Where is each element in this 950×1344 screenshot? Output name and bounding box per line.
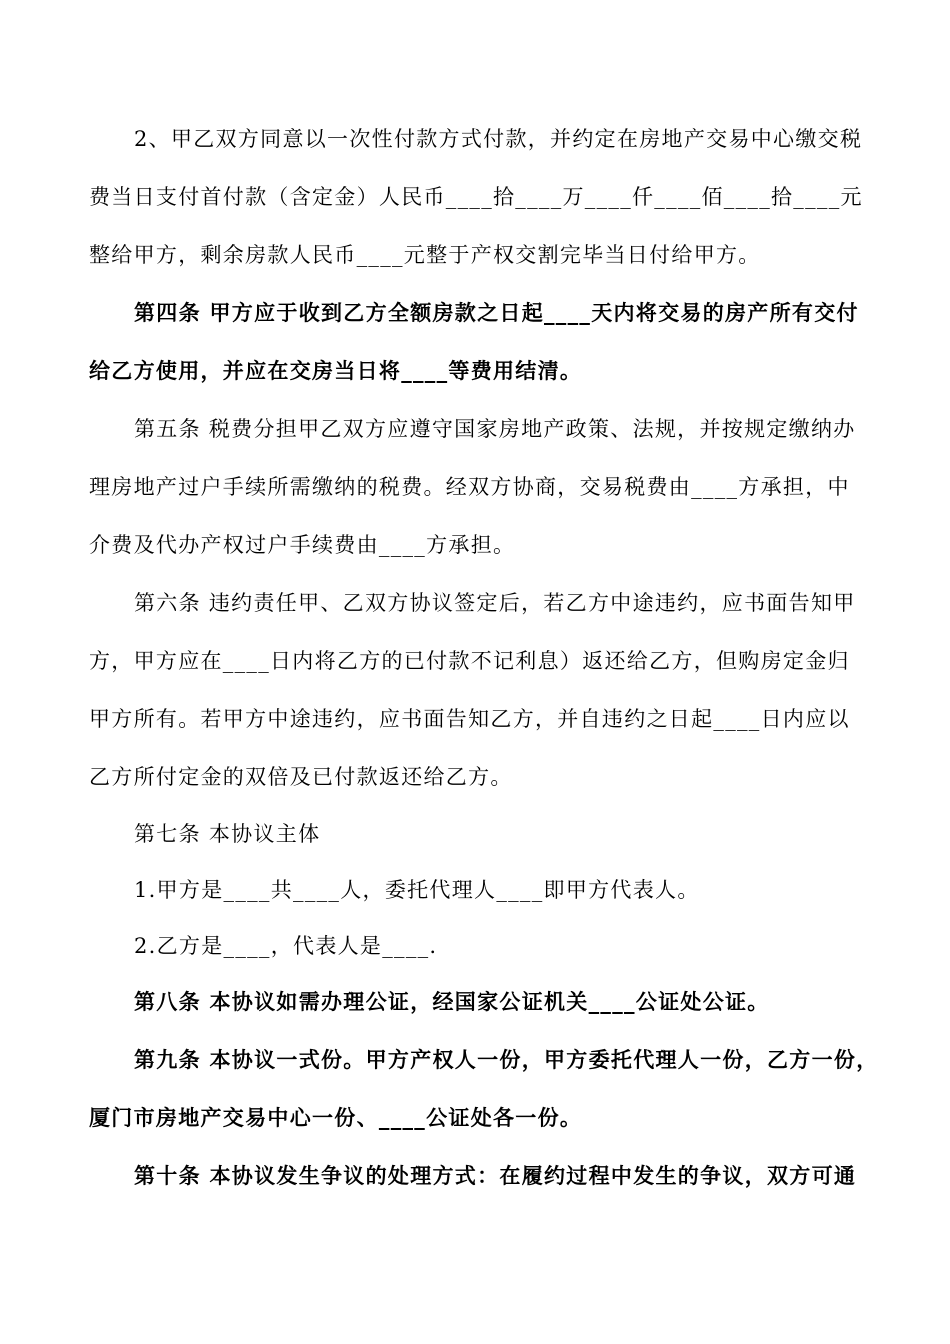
- article-4-line: 第四条 甲方应于收到乙方全额房款之日起____天内将交易的房产所有交付: [134, 300, 859, 325]
- article-6-line: 乙方所付定金的双倍及已付款返还给乙方。: [89, 765, 513, 789]
- article-6-line: 方，甲方应在____日内将乙方的已付款不记利息）返还给乙方，但购房定金归: [89, 649, 850, 673]
- article-8-line: 第八条 本协议如需办理公证，经国家公证机关____公证处公证。: [134, 989, 770, 1014]
- article-10-line: 第十条 本协议发生争议的处理方式：在履约过程中发生的争议，双方可通: [134, 1163, 857, 1188]
- article-5-line: 理房地产过户手续所需缴纳的税费。经双方协商，交易税费由____方承担，中: [89, 475, 850, 499]
- article-6-line: 甲方所有。若甲方中途违约，应书面告知乙方，并自违约之日起____日内应以: [89, 707, 850, 731]
- article-5-line: 第五条 税费分担甲乙双方应遵守国家房地产政策、法规，并按规定缴纳办: [134, 417, 856, 441]
- paragraph-line: 2、甲乙双方同意以一次性付款方式付款，并约定在房地产交易中心缴交税: [134, 127, 863, 151]
- article-7-item: 2.乙方是____，代表人是____.: [134, 934, 438, 958]
- article-4-line: 给乙方使用，并应在交房当日将____等费用结清。: [89, 358, 583, 383]
- article-9-line: 厦门市房地产交易中心一份、____公证处各一份。: [89, 1105, 583, 1130]
- article-9-line: 第九条 本协议一式份。甲方产权人一份，甲方委托代理人一份，乙方一份，: [134, 1047, 879, 1072]
- article-5-line: 介费及代办产权过户手续费由____方承担。: [89, 533, 516, 557]
- article-7-heading: 第七条 本协议主体: [134, 822, 321, 846]
- paragraph-line: 费当日支付首付款（含定金）人民币____拾____万____仟____佰____拾____元: [89, 185, 863, 209]
- paragraph-line: 整给甲方，剩余房款人民币____元整于产权交割完毕当日付给甲方。: [89, 243, 761, 267]
- article-6-line: 第六条 违约责任甲、乙双方协议签定后，若乙方中途违约，应书面告知甲: [134, 591, 856, 615]
- article-7-item: 1.甲方是____共____人，委托代理人____即甲方代表人。: [134, 878, 700, 902]
